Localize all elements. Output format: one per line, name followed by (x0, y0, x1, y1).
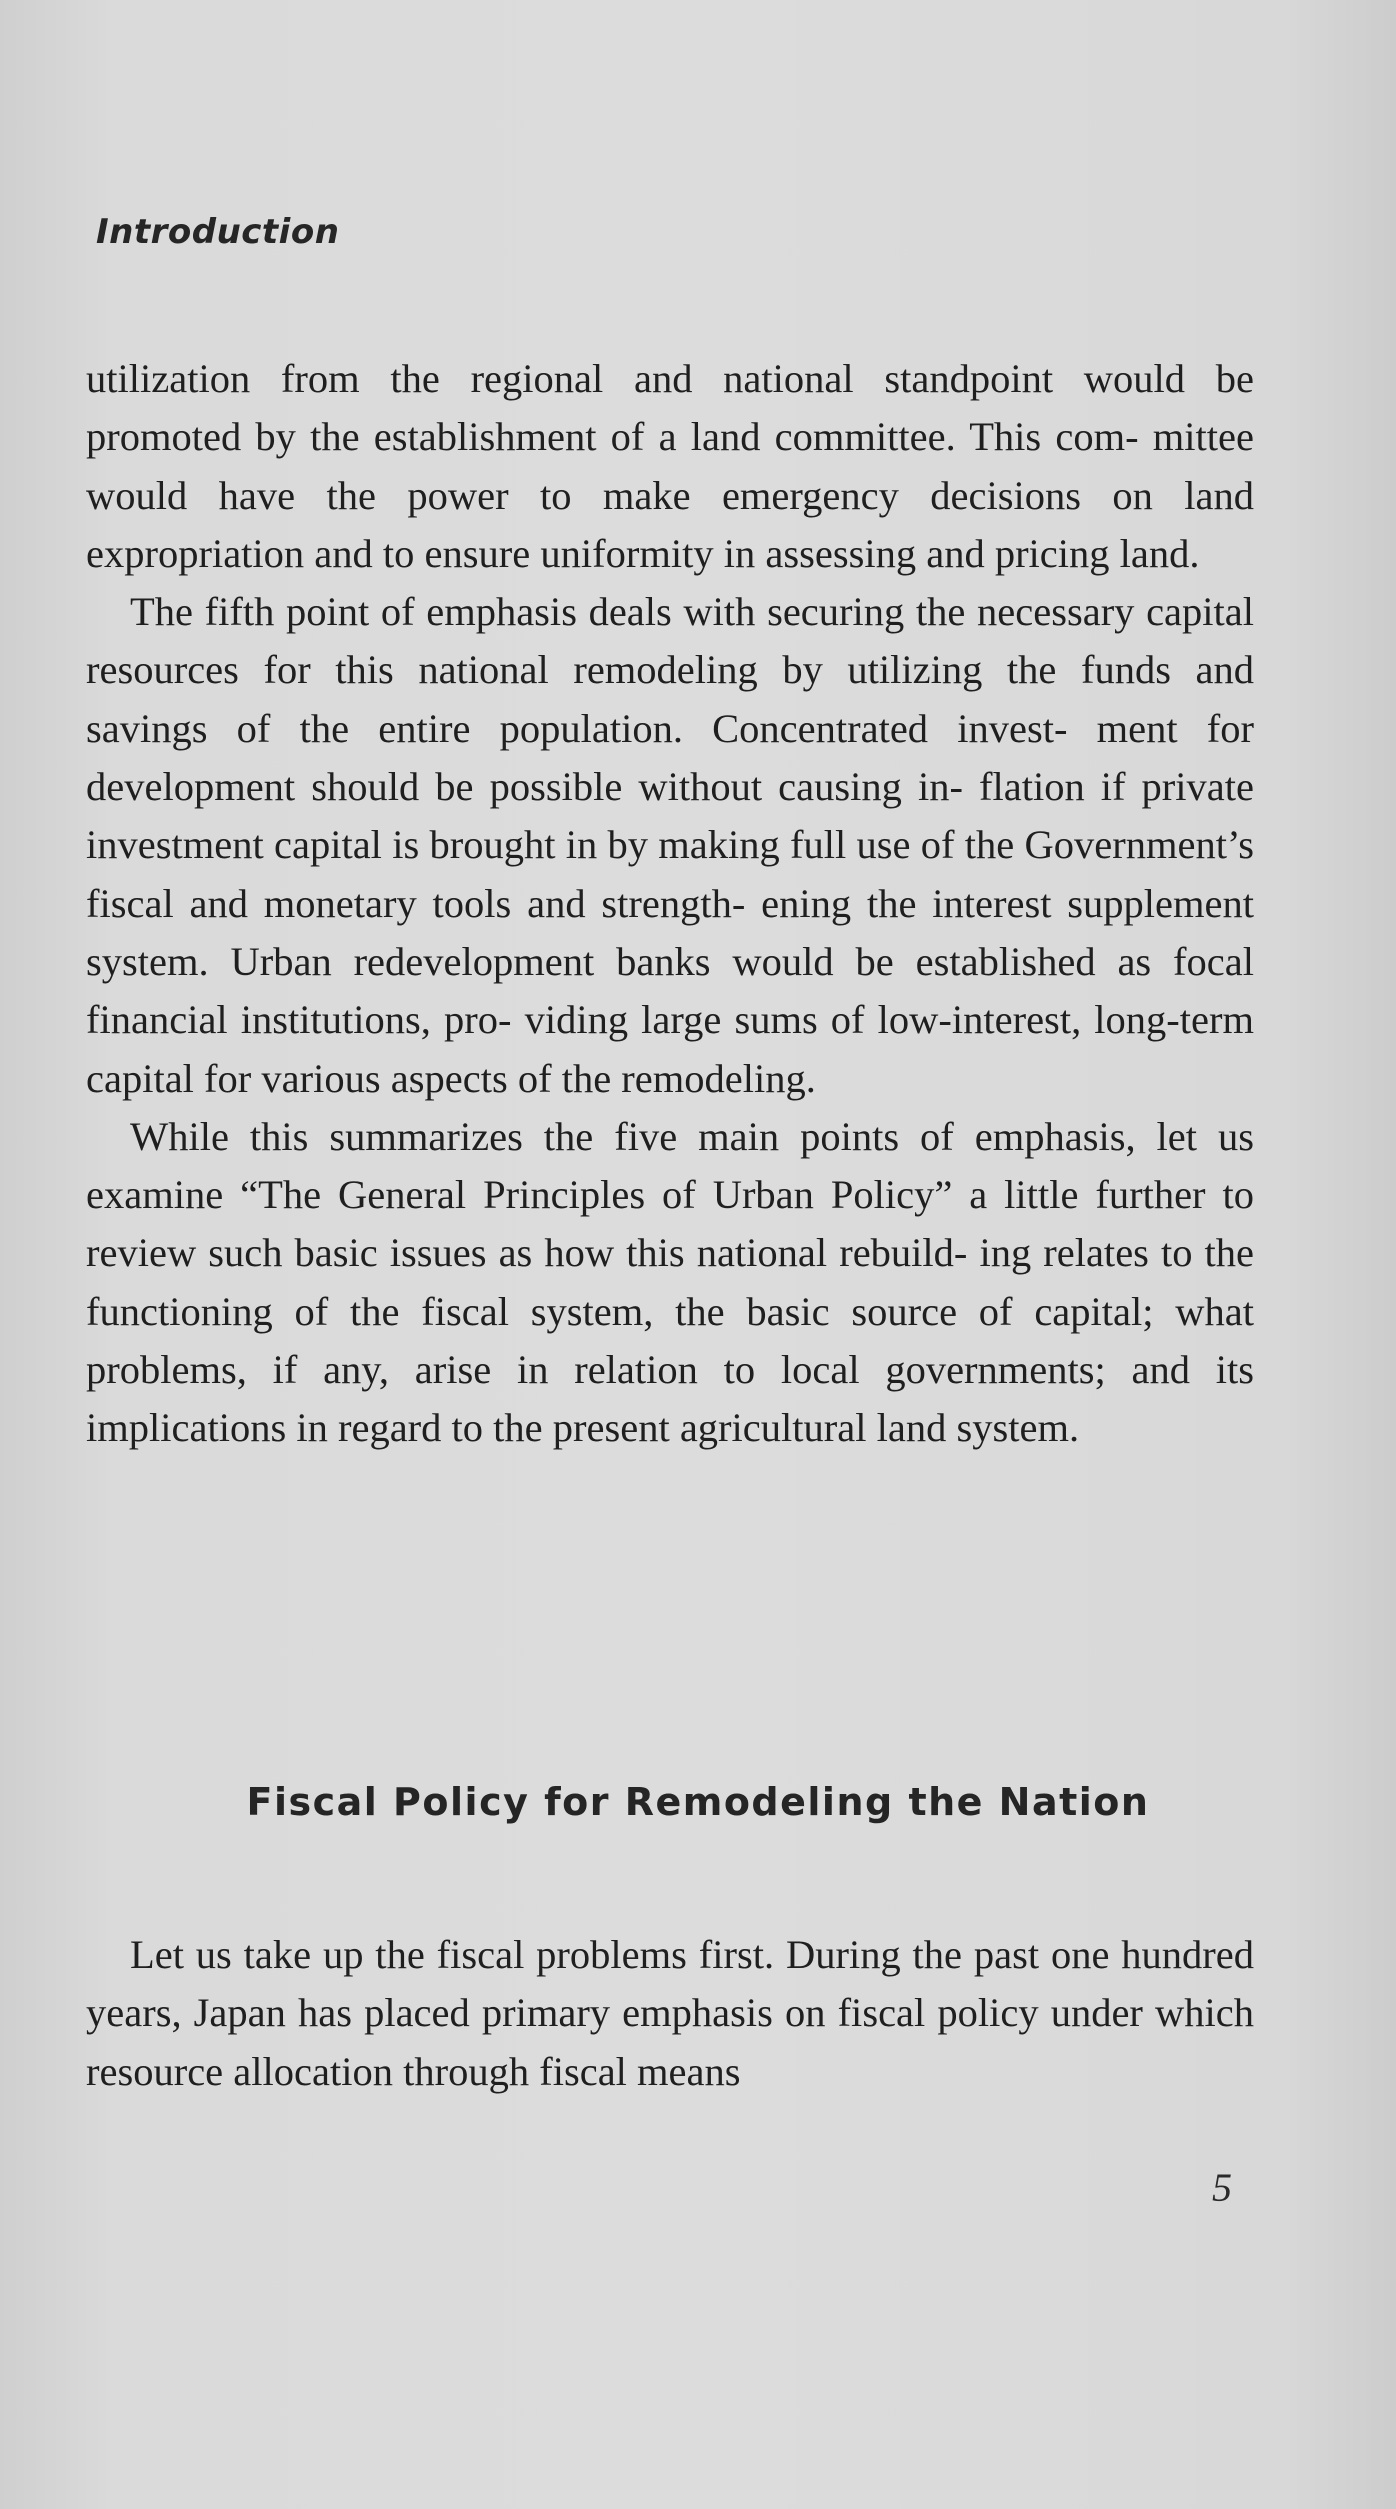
paragraph-1: utilization from the regional and national standpoint would be promoted by the establishment of a land committee. This com- mittee would have the power to make emergency decisions on land expropriation and to ensure uniformity in assessing and pricing land. (86, 356, 1254, 576)
section-heading: Fiscal Policy for Remodeling the Nation (246, 1780, 1150, 1824)
paragraph-4: Let us take up the fiscal problems first. During the past one hundred years, Japan has placed primary emphasis on fiscal policy under which resource allocation through fiscal means (86, 1932, 1254, 2094)
running-head: Introduction (96, 212, 340, 252)
paragraph-2: The fifth point of emphasis deals with securing the necessary capital resources for this national remodeling by utilizing the funds and savings of the entire population. Concentrated invest- ment for development should be possible without causing in- flation if private investment capital is brought in by making full use of the Government’s fiscal and monetary tools and strength- ening the interest supplement system. Urban redevelopment banks would be established as focal financial institutions, pro- viding large sums of low-interest, long-term capital for various aspects of the remodeling. (86, 589, 1254, 1101)
page-number: 5 (1212, 2165, 1232, 2210)
paragraph-3: While this summarizes the five main points of emphasis, let us examine “The General Principles of Urban Policy” a little further to review such basic issues as how this national rebuild- ing relates to the functioning of the fiscal system, the basic source of capital; what problems, if any, arise in relation to local governments; and its implications in regard to the present agricultural land system. (86, 1113, 1254, 1451)
body-text-upper (86, 350, 1254, 1458)
body-text-lower (86, 1926, 1254, 2101)
